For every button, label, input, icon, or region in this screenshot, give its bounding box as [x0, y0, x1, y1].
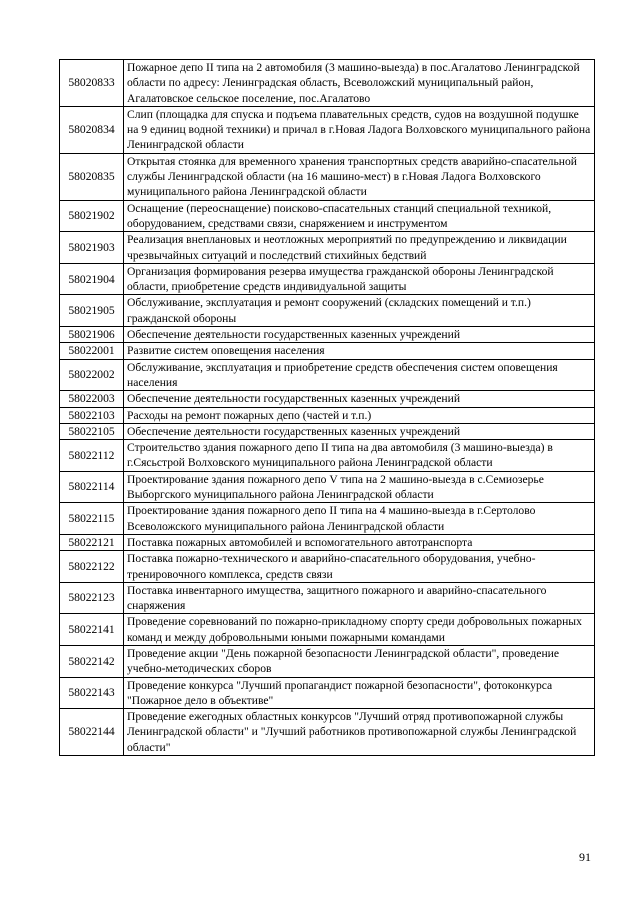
row-code: 58021903: [60, 232, 124, 264]
row-code: 58022123: [60, 582, 124, 614]
table-row: [60, 677, 595, 709]
row-description: Обеспечение деятельности государственных казенных учреждений: [124, 327, 595, 343]
row-code: 58022002: [60, 359, 124, 391]
budget-codes-table: [59, 59, 595, 756]
row-code: 58022143: [60, 677, 124, 709]
row-description: Слип (площадка для спуска и подъема плавательных средств, судов на воздушной подушке на 9 единиц водной техники) и причал в г.Новая Ладога Волховского муниципального района Ленинградской области: [124, 106, 595, 153]
row-description: Реализация внеплановых и неотложных мероприятий по предупреждению и ликвидации чрезвычайных ситуаций и последствий стихийных бедствий: [124, 232, 595, 264]
row-code: 58022003: [60, 391, 124, 407]
row-description: Проведение соревнований по пожарно-прикладному спорту среди добровольных пожарных команд и между добровольными юными пожарными командами: [124, 614, 595, 646]
row-code: 58022105: [60, 423, 124, 439]
row-code: 58020833: [60, 60, 124, 107]
row-description: Проектирование здания пожарного депо II типа на 4 машино-выезда в г.Сертолово Всеволожского муниципального района Ленинградской области: [124, 503, 595, 535]
row-code: 58021904: [60, 263, 124, 295]
row-description: Поставка пожарных автомобилей и вспомогательного автотранспорта: [124, 534, 595, 550]
row-description: Развитие систем оповещения населения: [124, 343, 595, 359]
table-row: [60, 440, 595, 472]
row-code: 58022112: [60, 440, 124, 472]
row-description: Проведение акции "День пожарной безопасности Ленинградской области", проведение учебно-методических сборов: [124, 645, 595, 677]
row-code: 58022001: [60, 343, 124, 359]
row-description: Обеспечение деятельности государственных казенных учреждений: [124, 423, 595, 439]
row-description: Обслуживание, эксплуатация и ремонт сооружений (складских помещений и т.п.) гражданской обороны: [124, 295, 595, 327]
row-description: Организация формирования резерва имущества гражданской обороны Ленинградской области, приобретение средств индивидуальной защиты: [124, 263, 595, 295]
page-number: 91: [579, 850, 591, 864]
table-row: [60, 551, 595, 583]
table-row: [60, 263, 595, 295]
row-description: Расходы на ремонт пожарных депо (частей и т.п.): [124, 407, 595, 423]
table-row: [60, 359, 595, 391]
row-description: Обеспечение деятельности государственных казенных учреждений: [124, 391, 595, 407]
row-description: Проектирование здания пожарного депо V типа на 2 машино-выезда в с.Семиозерье Выборгского муниципального района Ленинградской области: [124, 471, 595, 503]
row-code: 58022142: [60, 645, 124, 677]
table-row: [60, 709, 595, 756]
table-row: [60, 391, 595, 407]
table-row: [60, 200, 595, 232]
row-code: 58022103: [60, 407, 124, 423]
row-description: Строительство здания пожарного депо II типа на два автомобиля (3 машино-выезда) в г.Сясьстрой Волховского муниципального района Ленинградской области: [124, 440, 595, 472]
row-code: 58022114: [60, 471, 124, 503]
row-code: 58021905: [60, 295, 124, 327]
table-row: [60, 327, 595, 343]
row-description: Поставка инвентарного имущества, защитного пожарного и аварийно-спасательного снаряжения: [124, 582, 595, 614]
row-code: 58021906: [60, 327, 124, 343]
table-row: [60, 106, 595, 153]
row-code: 58020834: [60, 106, 124, 153]
row-description: Открытая стоянка для временного хранения транспортных средств аварийно-спасательной службы Ленинградской области (на 16 машино-мест) в г.Новая Ладога Волховского муниципального района Ленинградской области: [124, 153, 595, 200]
table-row: [60, 295, 595, 327]
table-row: [60, 503, 595, 535]
row-description: Обслуживание, эксплуатация и приобретение средств обеспечения систем оповещения населения: [124, 359, 595, 391]
row-description: Проведение конкурса "Лучший пропагандист пожарной безопасности", фотоконкурса "Пожарное дело в объективе": [124, 677, 595, 709]
table-row: [60, 614, 595, 646]
row-code: 58022122: [60, 551, 124, 583]
row-description: Проведение ежегодных областных конкурсов "Лучший отряд противопожарной службы Ленинградской области" и "Лучший работников противопожарной службы Ленинградской области": [124, 709, 595, 756]
row-code: 58022144: [60, 709, 124, 756]
row-code: 58020835: [60, 153, 124, 200]
row-code: 58022121: [60, 534, 124, 550]
table-row: [60, 343, 595, 359]
row-description: Поставка пожарно-технического и аварийно-спасательного оборудования, учебно-тренировочного комплекса, средств связи: [124, 551, 595, 583]
row-description: Оснащение (переоснащение) поисково-спасательных станций специальной техникой, оборудованием, средствами связи, снаряжением и инструментом: [124, 200, 595, 232]
table-row: [60, 407, 595, 423]
row-code: 58021902: [60, 200, 124, 232]
table-row: [60, 471, 595, 503]
table-row: [60, 582, 595, 614]
table-row: [60, 645, 595, 677]
row-code: 58022141: [60, 614, 124, 646]
table-row: [60, 153, 595, 200]
table-row: [60, 423, 595, 439]
row-code: 58022115: [60, 503, 124, 535]
table-row: [60, 534, 595, 550]
row-description: Пожарное депо II типа на 2 автомобиля (3 машино-выезда) в пос.Агалатово Ленинградской области по адресу: Ленинградская область, Всеволожский муниципальный район, Агалатовское сельское поселение, пос.Агалатово: [124, 60, 595, 107]
table-row: [60, 60, 595, 107]
table-row: [60, 232, 595, 264]
